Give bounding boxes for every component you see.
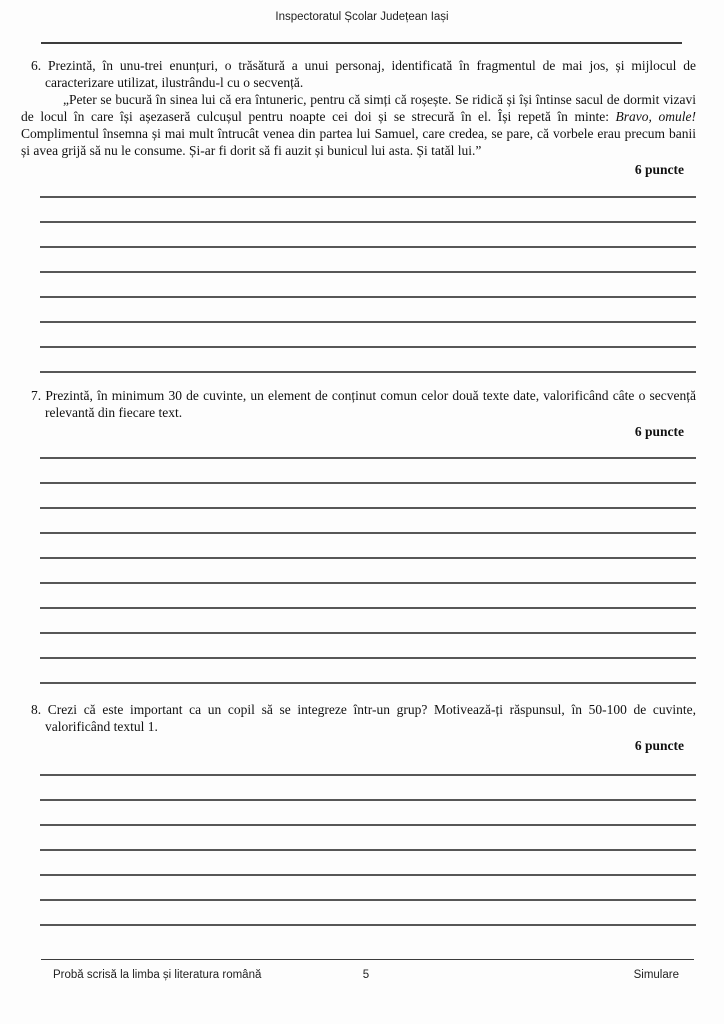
question-6 (21, 57, 696, 373)
answer-line (40, 849, 696, 851)
answer-line (40, 321, 696, 323)
answer-line (40, 607, 696, 609)
answer-line (40, 657, 696, 659)
answer-line (40, 246, 696, 248)
question-7-points-label: 6 puncte (634, 423, 684, 439)
quote-after-italic: Complimentul însemna și mai mult întrucât venea din partea lui Samuel, care credea, se pare, că vorbele erau precum banii și avea grijă să nu le consume. Și-ar fi dorit să fi auzit și bunicul lui asta. Și tatăl lui.” (21, 125, 696, 158)
question-7-text (21, 387, 696, 421)
question-8-prompt: Crezi că este important ca un copil să se integreze într-un grup? Motivează-ți răspunsul, în 50-100 de cuvinte, valorificând textul 1. (45, 701, 697, 734)
answer-line (40, 774, 696, 776)
footer-exam-name: Probă scrisă la limba și literatura română (53, 969, 262, 981)
footer-page-number: 5 (362, 969, 370, 981)
question-6-prompt: Prezintă, în unu-trei enunțuri, o trăsătură a unui personaj, identificată în fragmentul de mai jos, și mijlocul de caracterizare utilizat, ilustrându-l cu o secvență. (45, 57, 696, 90)
question-7-number: 7. (31, 387, 42, 403)
question-8-text (21, 701, 696, 735)
answer-line (40, 874, 696, 876)
page-header-title: Inspectoratul Școlar Județean Iași (275, 11, 449, 23)
answer-line (40, 296, 696, 298)
answer-line (40, 682, 696, 684)
answer-line (40, 582, 696, 584)
answer-line (40, 507, 696, 509)
answer-line (40, 346, 696, 348)
page-footer (0, 966, 724, 982)
quote-before-italic: „Peter se bucură în sinea lui că era întuneric, pentru că simți că roșește. Se ridică și își întinse sacul de dormit vizavi de locul în care își așezaseră culcușul pentru noapte cei doi și se strecură în el. Își repetă în minte: (21, 91, 696, 124)
question-6-text (21, 57, 696, 91)
header-rule (41, 42, 682, 44)
question-7 (21, 387, 696, 684)
question-6-quote (21, 91, 696, 159)
question-6-points-label: 6 puncte (634, 161, 684, 177)
answer-line (40, 924, 696, 926)
footer-session-label: Simulare (633, 969, 679, 981)
answer-line (40, 457, 696, 459)
question-7-answer-lines (21, 457, 696, 684)
question-8-answer-lines (21, 774, 696, 926)
answer-line (40, 371, 696, 373)
question-8-points-label: 6 puncte (634, 737, 684, 753)
answer-line (40, 482, 696, 484)
answer-line (40, 557, 696, 559)
question-7-prompt: Prezintă, în minimum 30 de cuvinte, un element de conținut comun celor două texte date, valorificând câte o secvență relevantă din fiecare text. (45, 387, 697, 420)
question-8-number: 8. (31, 701, 42, 717)
question-6-answer-lines (21, 196, 696, 373)
answer-line (40, 799, 696, 801)
answer-line (40, 271, 696, 273)
question-8 (21, 701, 696, 926)
answer-line (40, 532, 696, 534)
answer-line (40, 196, 696, 198)
footer-rule (41, 959, 694, 961)
answer-line (40, 632, 696, 634)
answer-line (40, 899, 696, 901)
answer-line (40, 824, 696, 826)
exam-content (21, 57, 696, 926)
question-6-number: 6. (31, 57, 42, 73)
answer-line (40, 221, 696, 223)
quote-italic: Bravo, omule! (615, 108, 696, 124)
